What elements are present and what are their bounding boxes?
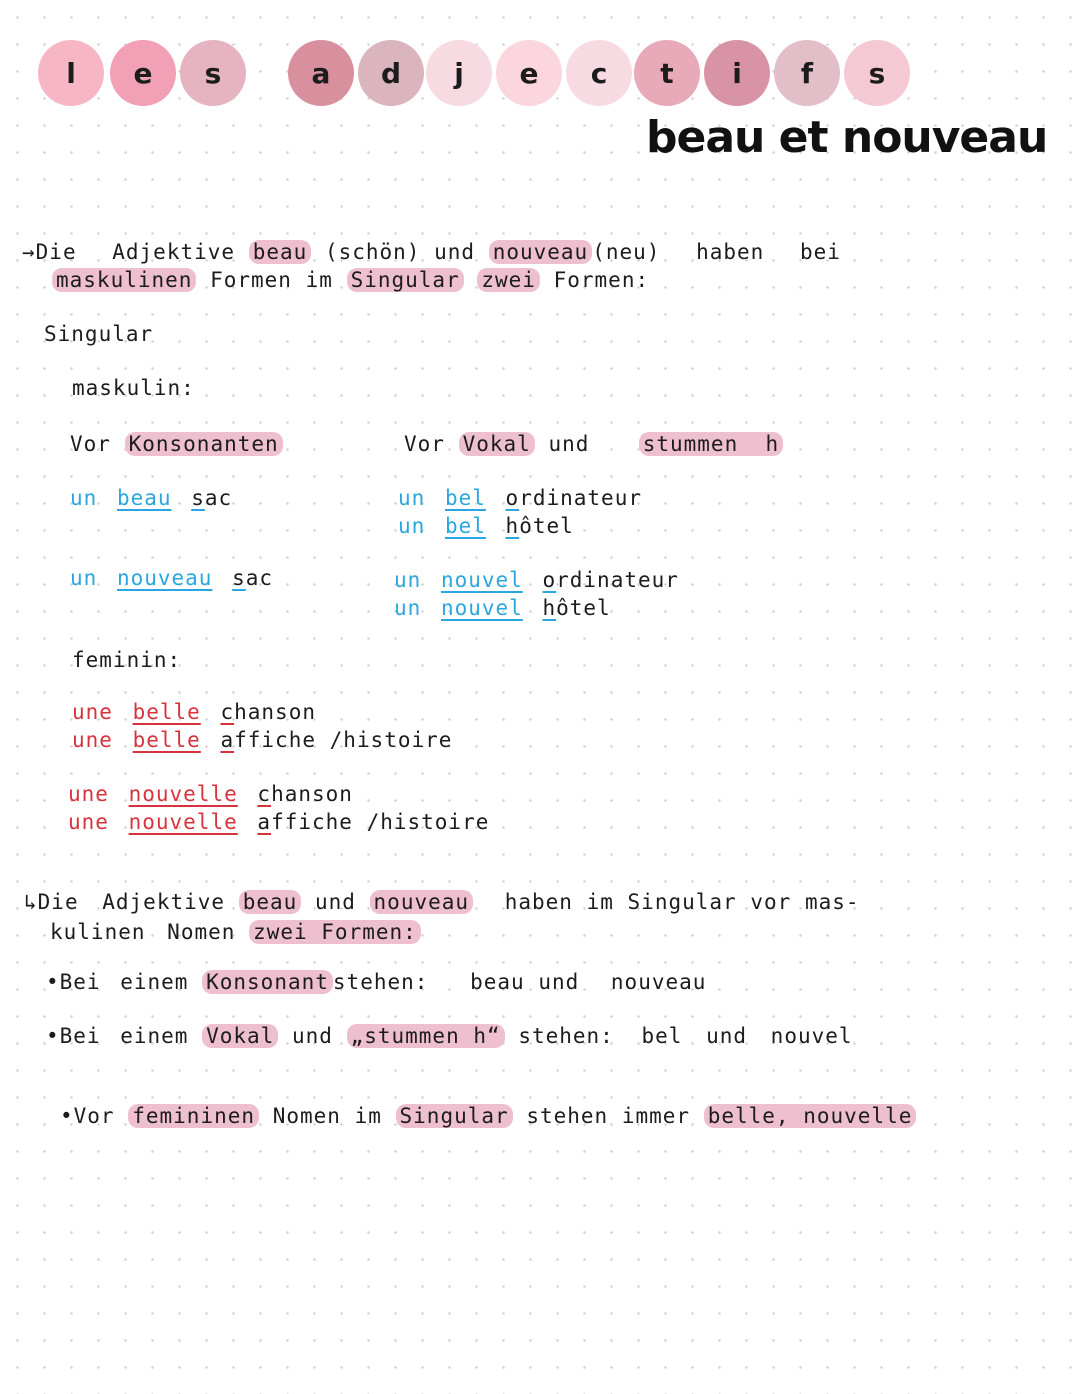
word: und <box>538 970 580 994</box>
noun-first: c <box>257 782 272 806</box>
article: une <box>72 700 113 724</box>
bubble-i: i <box>704 40 770 106</box>
word: Vor <box>404 432 445 456</box>
highlight-vokal: Vokal <box>459 432 535 456</box>
adjective: bel <box>444 514 486 538</box>
bubble-j: j <box>426 40 492 106</box>
word: nouvel <box>770 1024 853 1048</box>
noun-rest: rdinateur <box>556 568 679 592</box>
intro-line-1 <box>22 240 841 264</box>
highlight-zwei-formen: zwei Formen: <box>249 920 421 944</box>
bullet-feminin <box>60 1104 916 1128</box>
bullet-lead: •Bei <box>46 1024 101 1048</box>
noun-rest: ffiche /histoire <box>271 810 490 834</box>
noun-rest: hanson <box>234 700 316 724</box>
word: Adjektive <box>112 240 236 264</box>
noun-first: o <box>505 486 520 510</box>
header-konsonanten <box>70 432 283 456</box>
return-arrow-icon: ↳ <box>24 890 38 914</box>
highlight-femininen: femininen <box>128 1104 259 1128</box>
page-title: beau et nouveau <box>646 112 1048 163</box>
word: Formen <box>210 268 292 292</box>
highlight-konsonant: Konsonant <box>202 970 333 994</box>
example-masc-vok-4 <box>394 596 611 620</box>
adjective: belle <box>132 728 201 752</box>
highlight-stummen-h: stummen h <box>639 432 783 456</box>
intro-line-2 <box>52 268 649 292</box>
example-fem-1 <box>72 700 316 724</box>
example-masc-cons-1 <box>70 486 232 510</box>
word: nouveau <box>610 970 707 994</box>
highlight-konsonanten: Konsonanten <box>125 432 283 456</box>
article: un <box>394 596 422 620</box>
noun-rest: ôtel <box>519 514 574 538</box>
word: im <box>586 890 614 914</box>
noun-first: a <box>257 810 272 834</box>
article: une <box>68 810 109 834</box>
noun-rest: ffiche /histoire <box>234 728 453 752</box>
word: Formen: <box>553 268 650 292</box>
bubble-e2: e <box>496 40 562 106</box>
adjective: beau <box>116 486 172 510</box>
word: einem <box>120 970 189 994</box>
noun-first: h <box>505 514 520 538</box>
noun-first: c <box>220 700 235 724</box>
highlight-beau: beau <box>249 240 312 264</box>
word: kulinen <box>50 920 146 944</box>
word: und <box>434 240 476 264</box>
bubble-a: a <box>288 40 354 106</box>
word: mas- <box>804 890 860 914</box>
word: (neu) <box>592 240 661 264</box>
highlight-maskulinen: maskulinen <box>52 268 196 292</box>
noun-rest: ac <box>245 566 274 590</box>
word: und <box>706 1024 748 1048</box>
adjective: belle <box>132 700 201 724</box>
bubble-d: d <box>358 40 424 106</box>
highlight-singular: Singular <box>396 1104 513 1128</box>
word: Die <box>37 890 79 914</box>
bullet-vokal <box>46 1024 853 1048</box>
adjective: bel <box>444 486 486 510</box>
article: un <box>398 486 426 510</box>
example-fem-4 <box>68 810 489 834</box>
noun-rest: ôtel <box>556 596 611 620</box>
bubble-c: c <box>566 40 632 106</box>
word: stehen: <box>518 1024 614 1048</box>
adjective: nouvelle <box>128 782 238 806</box>
word: stehen <box>526 1104 609 1128</box>
word: Adjektive <box>102 890 226 914</box>
word: Die <box>35 240 77 264</box>
adjective: nouvelle <box>128 810 238 834</box>
arrow-icon: → <box>22 240 36 264</box>
heading-maskulin: maskulin: <box>72 376 195 400</box>
noun-first: o <box>542 568 557 592</box>
adjective: nouveau <box>116 566 213 590</box>
word: und <box>291 1024 333 1048</box>
word: und <box>548 432 590 456</box>
word: Nomen <box>167 920 236 944</box>
example-fem-2 <box>72 728 452 752</box>
noun-first: h <box>542 596 557 620</box>
article: une <box>72 728 113 752</box>
highlight-belle-nouvelle: belle, nouvelle <box>704 1104 917 1128</box>
word: vor <box>750 890 792 914</box>
word: stehen: <box>332 970 429 994</box>
highlight-nouveau: nouveau <box>489 240 593 264</box>
noun-rest: rdinateur <box>519 486 642 510</box>
bubble-s2: s <box>844 40 910 106</box>
highlight-beau: beau <box>239 890 302 914</box>
word: haben <box>696 240 765 264</box>
noun-rest: hanson <box>271 782 353 806</box>
article: une <box>68 782 109 806</box>
example-fem-3 <box>68 782 353 806</box>
highlight-nouveau: nouveau <box>370 890 474 914</box>
adjective: nouvel <box>440 568 523 592</box>
noun-first: s <box>191 486 205 510</box>
header-vokal <box>404 432 783 456</box>
bubble-f: f <box>774 40 840 106</box>
highlight-singular: Singular <box>347 268 464 292</box>
article: un <box>70 486 98 510</box>
example-masc-vok-2 <box>398 514 574 538</box>
example-masc-vok-1 <box>398 486 642 510</box>
noun-rest: ac <box>204 486 233 510</box>
highlight-vokal: Vokal <box>202 1024 278 1048</box>
highlight-stummen-h: „stummen h“ <box>347 1024 505 1048</box>
word: immer <box>621 1104 691 1128</box>
word: beau <box>470 970 525 994</box>
article: un <box>394 568 422 592</box>
word: Vor <box>70 432 111 456</box>
noun-first: s <box>232 566 246 590</box>
bullet-lead: •Vor <box>60 1104 115 1128</box>
word: bei <box>799 240 841 264</box>
bubble-s: s <box>180 40 246 106</box>
word: Singular <box>627 890 737 914</box>
heading-feminin: feminin: <box>72 648 182 672</box>
bullet-konsonant <box>46 970 706 994</box>
article: un <box>398 514 426 538</box>
word: und <box>314 890 356 914</box>
word: im <box>305 268 333 292</box>
word: (schön) <box>324 240 421 264</box>
word: haben <box>504 890 573 914</box>
bubble-t: t <box>634 40 700 106</box>
summary-line-1 <box>24 890 860 914</box>
bullet-lead: •Bei <box>46 970 101 994</box>
example-masc-cons-2 <box>70 566 273 590</box>
article: un <box>70 566 98 590</box>
word: einem <box>120 1024 189 1048</box>
word: Nomen <box>272 1104 341 1128</box>
word: im <box>354 1104 382 1128</box>
bubble-e: e <box>110 40 176 106</box>
summary-line-2 <box>50 920 421 944</box>
highlight-zwei: zwei <box>477 268 540 292</box>
bubble-l: l <box>38 40 104 106</box>
example-masc-vok-3 <box>394 568 679 592</box>
word: bel <box>641 1024 683 1048</box>
heading-singular: Singular <box>44 322 154 346</box>
noun-first: a <box>220 728 235 752</box>
adjective: nouvel <box>440 596 523 620</box>
